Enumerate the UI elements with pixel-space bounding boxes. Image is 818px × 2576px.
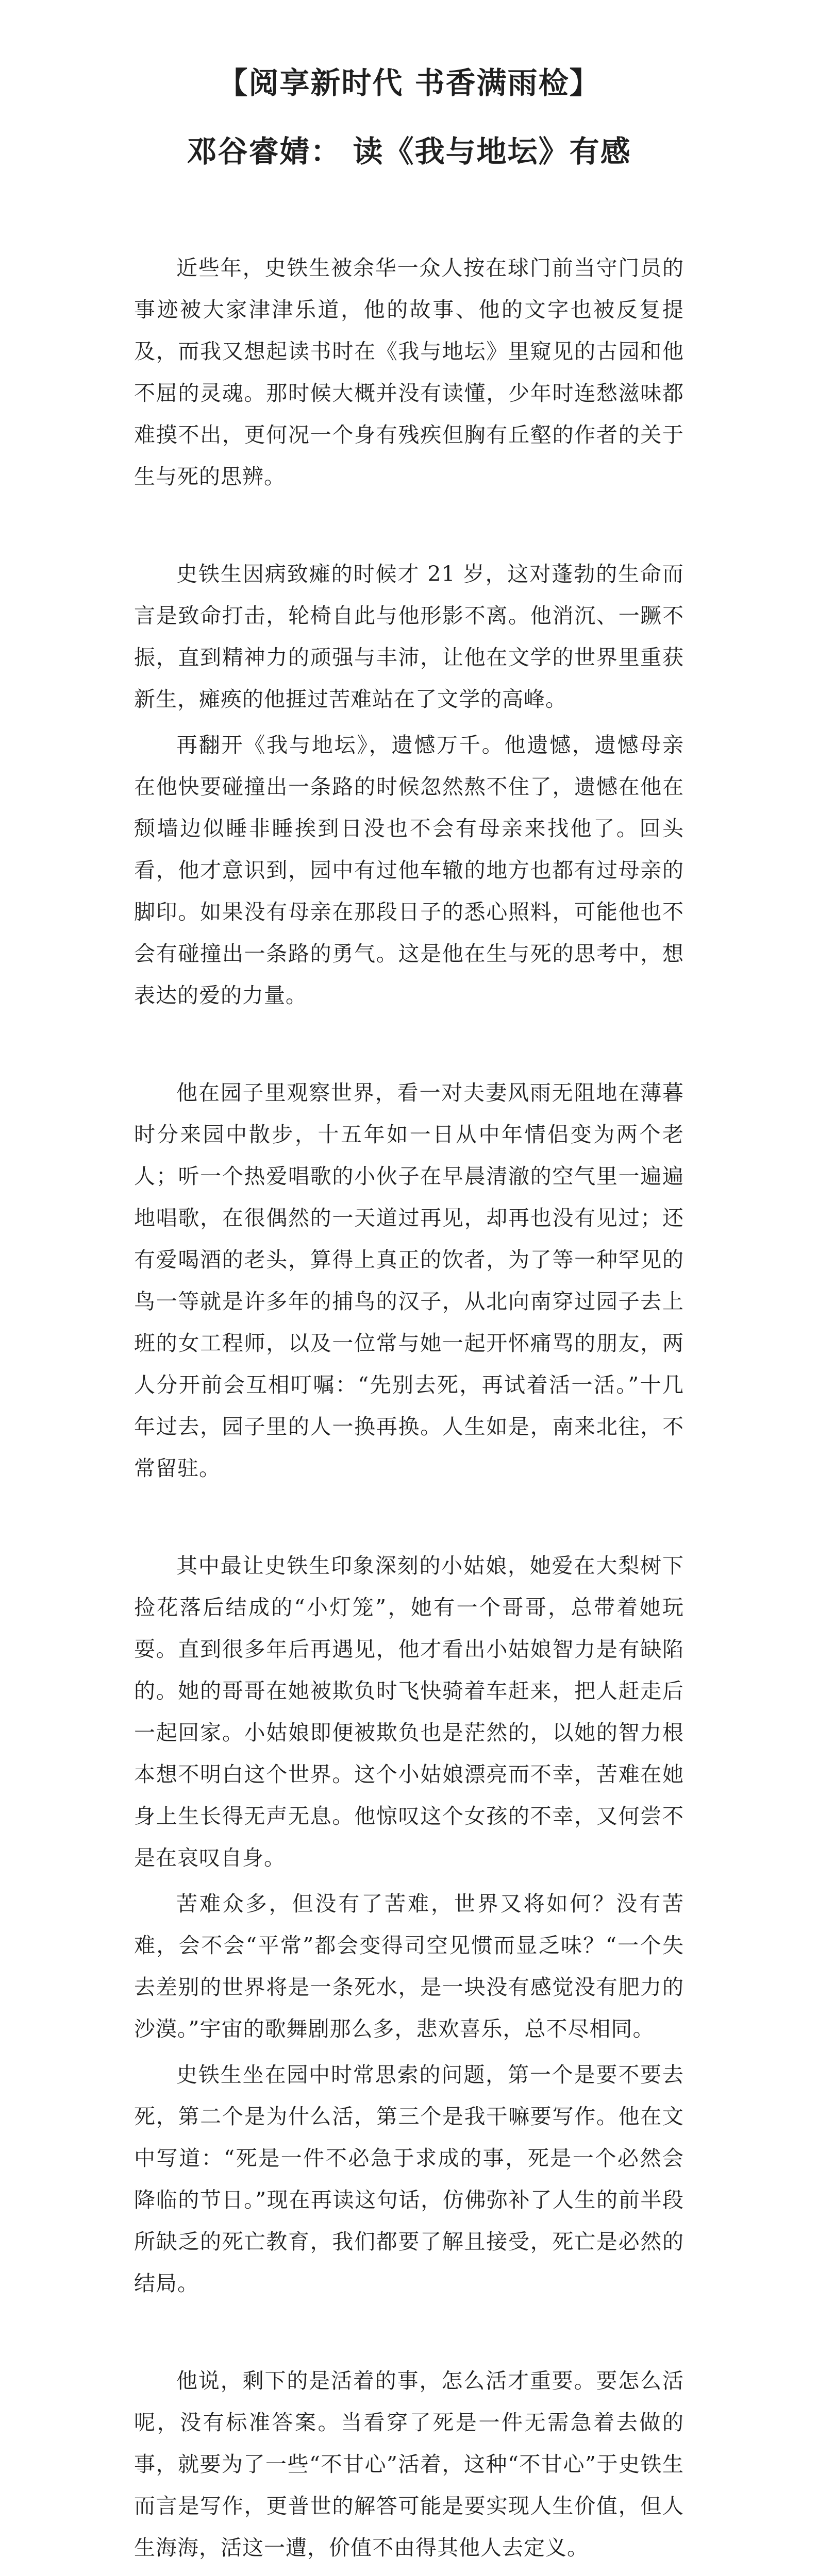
paragraph-3: 再翻开《我与地坛》，遗憾万千。他遗憾，遗憾母亲在他快要碰撞出一条路的时候忽然熬不住了，遗憾在他在颓墙边似睡非睡挨到日没也不会有母亲来找他了。回头看，他才意识到，园中有过他车辙的地方也都有过母亲的脚印。如果没有母亲在那段日子的悉心照料，可能他也不会有碰撞出一条路的勇气。这是他在生与死的思考中，想表达的爱的力量。 [134,733,684,1008]
paragraph-6: 苦难众多，但没有了苦难，世界又将如何？没有苦难，会不会“平常”都会变得司空见惯而显乏味？“一个失去差别的世界将是一条死水，是一块没有感觉没有肥力的沙漠。”宇宙的歌舞剧那么多，悲欢喜乐，总不尽相同。 [134,1891,684,2041]
paragraph-7: 史铁生坐在园中时常思索的问题，第一个是要不要去死，第二个是为什么活，第三个是我干嘛要写作。他在文中写道：“死是一件不必急于求成的事，死是一个必然会降临的节日。”现在再读这句话，仿佛弥补了人生的前半段所缺乏的死亡教育，我们都要了解且接受，死亡是必然的结局。 [134,2062,684,2296]
paragraph-2: 史铁生因病致瘫的时候才 21 岁，这对蓬勃的生命而言是致命打击，轮椅自此与他形影不离。他消沉、一蹶不振，直到精神力的顽强与丰沛，让他在文学的世界里重获新生，瘫痪的他捱过苦难站在了文学的高峰。 [134,562,684,711]
paragraph-8: 他说，剩下的是活着的事，怎么活才重要。要怎么活呢，没有标准答案。当看穿了死是一件无需急着去做的事，就要为了一些“不甘心”活着，这种“不甘心”于史铁生而言是写作，更普世的解答可能是要实现人生价值，但人生海海，活这一遭，价值不由得其他人去定义。 [134,2368,684,2560]
article-body [134,247,684,2576]
article-title: 邓谷睿婧： 读《我与地坛》有感 [187,133,631,169]
paragraph-5: 其中最让史铁生印象深刻的小姑娘，她爱在大梨树下捡花落后结成的“小灯笼”，她有一个哥哥，总带着她玩耍。直到很多年后再遇见，他才看出小姑娘智力是有缺陷的。她的哥哥在她被欺负时飞快骑着车赶来，把人赶走后一起回家。小姑娘即便被欺负也是茫然的，以她的智力根本想不明白这个世界。这个小姑娘漂亮而不幸，苦难在她身上生长得无声无息。他惊叹这个女孩的不幸，又何尝不是在哀叹自身。 [134,1553,684,1870]
paragraph-1: 近些年，史铁生被余华一众人按在球门前当守门员的事迹被大家津津乐道，他的故事、他的文字也被反复提及，而我又想起读书时在《我与地坛》里窥见的古园和他不屈的灵魂。那时候大概并没有读懂，少年时连愁滋味都难摸不出，更何况一个身有残疾但胸有丘壑的作者的关于生与死的思辨。 [134,256,684,489]
column-title: 【阅享新时代 书香满雨检】 [218,65,600,100]
paragraph-4: 他在园子里观察世界，看一对夫妻风雨无阻地在薄暮时分来园中散步，十五年如一日从中年情侣变为两个老人；听一个热爱唱歌的小伙子在早晨清澈的空气里一遍遍地唱歌，在很偶然的一天道过再见，却再也没有见过；还有爱喝酒的老头，算得上真正的饮者，为了等一种罕见的鸟一等就是许多年的捕鸟的汉子，从北向南穿过园子去上班的女工程师，以及一位常与她一起开怀痛骂的朋友，两人分开前会互相叮嘱：“先别去死，再试着活一活。”十几年过去，园子里的人一换再换。人生如是，南来北往，不常留驻。 [134,1080,684,1481]
